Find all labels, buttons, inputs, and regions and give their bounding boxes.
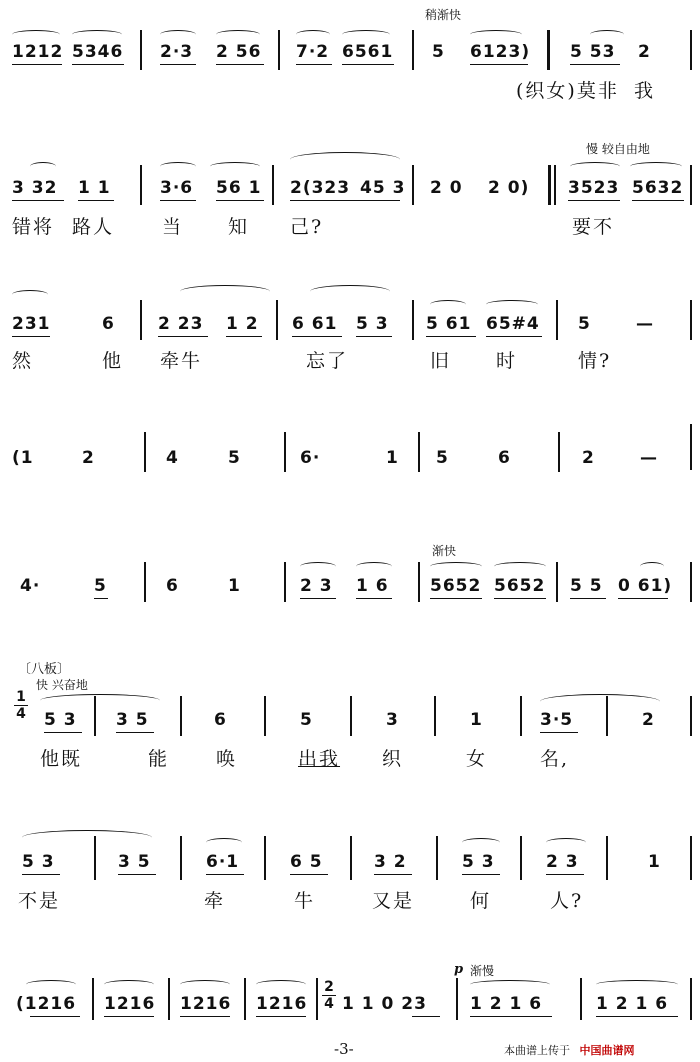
bar-line: [412, 300, 414, 340]
note: 0 61): [618, 576, 673, 596]
note: 2 23: [158, 314, 204, 334]
underline: [160, 200, 196, 201]
underline: [632, 200, 684, 201]
bar-line: [316, 978, 318, 1020]
tempo-marking: 渐快: [432, 544, 457, 558]
bar-line: [434, 696, 436, 736]
note: 2 0: [430, 178, 463, 198]
lyric: 能: [148, 748, 170, 770]
slur: [462, 838, 500, 847]
slur: [596, 980, 678, 989]
note: —: [636, 314, 654, 334]
lyric: 他: [102, 350, 124, 372]
tempo-marking: 慢 较自由地: [586, 142, 650, 156]
note: 5: [436, 448, 449, 468]
underline: [290, 874, 328, 875]
dynamic-marking: p: [454, 962, 464, 977]
note: 65#4: [486, 314, 540, 334]
bar-line: [92, 978, 94, 1020]
bar-line: [580, 978, 582, 1020]
bar-line: [180, 836, 182, 880]
note: 4: [166, 448, 179, 468]
lyric: (织女)莫非: [516, 80, 619, 102]
tempo-marking: 稍渐快: [425, 8, 462, 22]
time-sig-top: 2: [324, 979, 334, 995]
note: 4·: [20, 576, 41, 596]
note: 5: [578, 314, 591, 334]
note: 6: [498, 448, 511, 468]
bar-line: [350, 696, 352, 736]
bar-line: [690, 696, 692, 736]
bar-line: [418, 432, 420, 472]
lyric: 女: [466, 748, 488, 770]
page-number: -3-: [334, 1040, 354, 1058]
underline: [570, 64, 620, 65]
note: 1: [228, 576, 241, 596]
note: 7·2: [296, 42, 330, 62]
lyric: 然: [12, 350, 34, 372]
underline: [44, 732, 82, 733]
bar-line: [556, 300, 558, 340]
slur: [356, 562, 392, 571]
note: 3 2: [374, 852, 407, 872]
bar-line: [690, 165, 692, 205]
time-sig-bottom: 4: [324, 996, 334, 1012]
bar-line: [547, 30, 550, 70]
underline: [180, 1016, 230, 1017]
note: —: [640, 448, 658, 468]
note: 45 3: [360, 178, 406, 198]
underline: [426, 336, 476, 337]
underline: [494, 598, 546, 599]
bar-line: [412, 165, 414, 205]
bar-line: [520, 836, 522, 880]
slur: [104, 980, 154, 989]
lyric: 忘了: [306, 350, 349, 372]
lyrics: [0, 76, 700, 100]
underline: [546, 874, 584, 875]
notes: [0, 178, 700, 202]
underline: [356, 336, 392, 337]
slur: [470, 30, 522, 39]
underline: [104, 1016, 154, 1017]
underline: [462, 874, 500, 875]
note: 6: [214, 710, 227, 730]
underline: [374, 874, 412, 875]
note: 6: [102, 314, 115, 334]
note: 2: [82, 448, 95, 468]
slur: [40, 694, 160, 707]
bar-line: [690, 424, 692, 470]
bar-line: [456, 978, 458, 1020]
underline: [296, 64, 332, 65]
note: 6561: [342, 42, 394, 62]
bar-line: [690, 978, 692, 1020]
underline: [470, 1016, 552, 1017]
time-sig-bottom: 4: [16, 706, 26, 722]
note: 6: [166, 576, 179, 596]
slur: [216, 30, 260, 39]
slur: [206, 838, 242, 847]
lyric: 旧: [430, 350, 452, 372]
slur: [12, 30, 60, 39]
note: 5: [432, 42, 445, 62]
underline: [216, 64, 264, 65]
lyric: 情?: [578, 350, 612, 372]
note: 2 56: [216, 42, 262, 62]
note: 1: [648, 852, 661, 872]
bar-line: [548, 165, 551, 205]
note: 5: [94, 576, 107, 596]
lyric: 我: [634, 80, 656, 102]
bar-line: [520, 696, 522, 736]
note: 5652: [430, 576, 482, 596]
underline: [290, 200, 400, 201]
bar-line: [140, 300, 142, 340]
notes: [0, 448, 700, 472]
slur: [210, 162, 260, 171]
slur: [22, 830, 152, 845]
underline: [216, 200, 264, 201]
bar-line: [606, 696, 608, 736]
bar-line: [558, 432, 560, 472]
slur: [494, 562, 546, 571]
underline: [412, 1016, 440, 1017]
slur: [180, 980, 230, 989]
underline: [12, 336, 50, 337]
lyric: 名,: [540, 748, 570, 770]
note: 1216: [180, 994, 232, 1014]
note: 5 3: [356, 314, 389, 334]
lyrics: [0, 346, 700, 370]
lyric: 不是: [18, 890, 61, 912]
note: 1 2: [226, 314, 259, 334]
bar-line: [244, 978, 246, 1020]
underline: [618, 598, 668, 599]
note: 5 61: [426, 314, 472, 334]
note: 2·3: [160, 42, 194, 62]
slur: [630, 162, 682, 171]
underline: [356, 598, 392, 599]
slur: [12, 290, 48, 299]
bar-line: [264, 836, 266, 880]
slur: [540, 694, 660, 709]
note: 2 3: [300, 576, 333, 596]
bar-line: [94, 696, 96, 736]
note: 6123): [470, 42, 531, 62]
lyric: 牵: [204, 890, 226, 912]
bar-line: [140, 165, 142, 205]
bar-line: [606, 836, 608, 880]
note: 1 6: [356, 576, 389, 596]
underline: [160, 64, 196, 65]
slur: [180, 285, 270, 298]
site-logo: 中国曲谱网: [579, 1044, 635, 1057]
bar-line: [284, 432, 286, 472]
lyric: 人?: [550, 890, 584, 912]
slur: [160, 162, 196, 171]
slur: [72, 30, 122, 39]
slur: [30, 162, 56, 171]
underline: [292, 336, 342, 337]
lyric: 唤: [216, 748, 238, 770]
tempo-marking: 渐慢: [470, 964, 495, 978]
underline: [12, 200, 64, 201]
note: 3 5: [118, 852, 151, 872]
bar-line: [350, 836, 352, 880]
note: 6·: [300, 448, 321, 468]
slur: [342, 30, 390, 39]
underline: [486, 336, 542, 337]
notes: [0, 994, 700, 1018]
lyric: 要不: [572, 216, 615, 238]
lyric: 牵牛: [160, 350, 203, 372]
note: 5 5: [570, 576, 603, 596]
underline: [430, 598, 482, 599]
bar-line: [418, 562, 420, 602]
note: 3: [386, 710, 399, 730]
underline: [570, 598, 606, 599]
note: 2 3: [546, 852, 579, 872]
underline: [158, 336, 208, 337]
slur: [470, 980, 550, 989]
note: 3 5: [116, 710, 149, 730]
bar-line: [284, 562, 286, 602]
note: 3 32: [12, 178, 58, 198]
slur: [160, 30, 196, 39]
underline: [116, 732, 154, 733]
note: 1 2 1 6: [596, 994, 669, 1014]
lyrics: [0, 744, 700, 768]
note: 6·1: [206, 852, 240, 872]
note: 2(323: [290, 178, 351, 198]
lyric: 又是: [372, 890, 415, 912]
note: (1: [12, 448, 34, 468]
slur: [256, 980, 306, 989]
upload-text: 本曲谱上传于: [504, 1044, 570, 1057]
lyric: 路人: [72, 216, 115, 238]
note: 2: [642, 710, 655, 730]
underline: [342, 64, 394, 65]
bar-line: [690, 836, 692, 880]
underline: [206, 874, 244, 875]
note: 5 53: [570, 42, 616, 62]
time-sig-top: 1: [16, 689, 26, 705]
bar-line: [436, 836, 438, 880]
note: 3·5: [540, 710, 574, 730]
underline: [22, 874, 60, 875]
underline: [256, 1016, 306, 1017]
bar-line: [412, 30, 414, 70]
underline: [470, 64, 528, 65]
note: 1216: [104, 994, 156, 1014]
underline: [12, 64, 62, 65]
bar-line: [276, 300, 278, 340]
slur: [570, 162, 620, 171]
note: 5652: [494, 576, 546, 596]
lyric: 当: [162, 216, 184, 238]
lyrics: [0, 886, 700, 910]
slur: [310, 285, 390, 298]
note: 5 3: [462, 852, 495, 872]
lyric: 知: [228, 216, 250, 238]
slur: [546, 838, 586, 847]
underline: [540, 732, 578, 733]
bar-line: [556, 562, 558, 602]
bar-line: [690, 562, 692, 602]
underline: [78, 200, 114, 201]
note: 1 1: [78, 178, 111, 198]
notes: [0, 314, 700, 338]
note: 5346: [72, 42, 124, 62]
notes: [0, 576, 700, 600]
slur: [430, 562, 482, 571]
lyric: 错将: [12, 216, 55, 238]
note: 6 5: [290, 852, 323, 872]
note: 5: [228, 448, 241, 468]
note: 6 61: [292, 314, 338, 334]
slur: [590, 30, 624, 39]
upload-watermark: [504, 1042, 635, 1058]
tempo-marking: 快 兴奋地: [36, 678, 88, 692]
underline: [30, 1016, 80, 1017]
slur: [430, 300, 466, 309]
note: 1 1 0 23: [342, 994, 427, 1014]
note: 5: [300, 710, 313, 730]
note: 1 2 1 6: [470, 994, 543, 1014]
underline: [72, 64, 124, 65]
underline: [300, 598, 336, 599]
bar-line: [554, 165, 556, 205]
bar-line: [168, 978, 170, 1020]
underline: [226, 336, 262, 337]
bar-line: [278, 30, 280, 70]
lyric: 出我: [298, 748, 341, 770]
underline: [596, 1016, 678, 1017]
note: 3523: [568, 178, 620, 198]
note: 1: [470, 710, 483, 730]
section-label: 〔八板〕: [18, 662, 71, 677]
slur: [26, 980, 76, 989]
lyric: 时: [496, 350, 518, 372]
slur: [640, 562, 664, 571]
bar-line: [272, 165, 274, 205]
slur: [290, 152, 400, 167]
bar-line: [690, 30, 692, 70]
note: 2: [582, 448, 595, 468]
note: 1216: [256, 994, 308, 1014]
bar-line: [690, 300, 692, 340]
note: 1: [386, 448, 399, 468]
note: 5 3: [44, 710, 77, 730]
bar-line: [94, 836, 96, 880]
bar-line: [264, 696, 266, 736]
underline: [118, 874, 156, 875]
note: (1216: [16, 994, 77, 1014]
note: 3·6: [160, 178, 194, 198]
bar-line: [144, 562, 146, 602]
slur: [486, 300, 538, 309]
note: 56 1: [216, 178, 262, 198]
note: 2 0): [488, 178, 530, 198]
lyric: 己?: [290, 216, 324, 238]
lyric: 织: [382, 748, 404, 770]
slur: [300, 562, 336, 571]
bar-line: [144, 432, 146, 472]
bar-line: [180, 696, 182, 736]
underline: [568, 200, 620, 201]
note: 5 3: [22, 852, 55, 872]
bar-line: [140, 30, 142, 70]
note: 231: [12, 314, 51, 334]
lyric: 他既: [40, 748, 83, 770]
note: 5632: [632, 178, 684, 198]
note: 2: [638, 42, 651, 62]
lyric: 牛: [294, 890, 316, 912]
lyrics: [0, 212, 700, 236]
lyric: 何: [470, 890, 492, 912]
notes: [0, 42, 700, 66]
slur: [296, 30, 330, 39]
underline: [94, 598, 108, 599]
note: 1212: [12, 42, 64, 62]
